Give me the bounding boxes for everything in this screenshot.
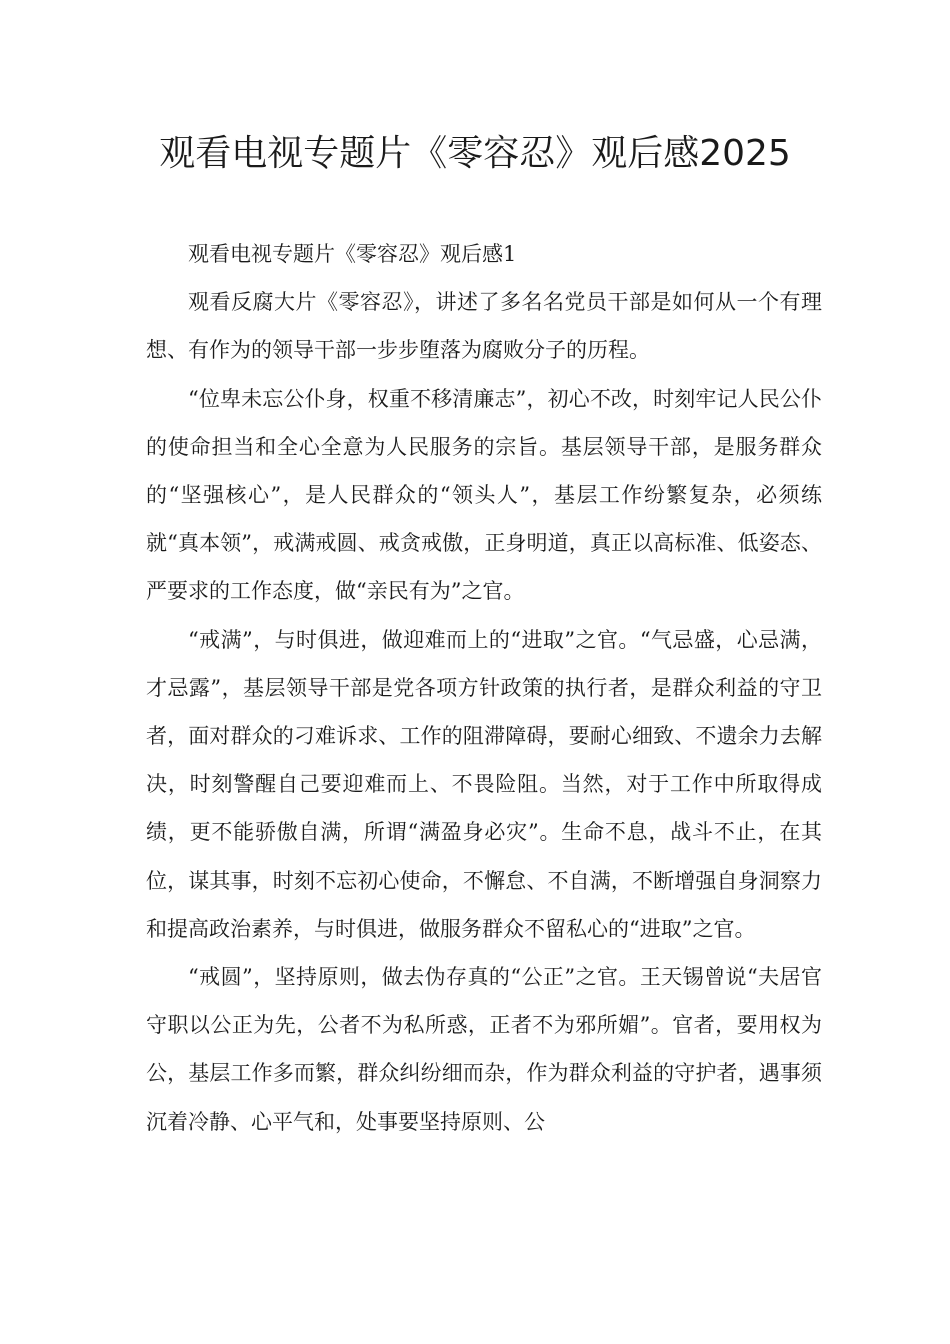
- paragraph-1: 观看反腐大片《零容忍》，讲述了多名名党员干部是如何从一个有理想、有作为的领导干部一步步堕落为腐败分子的历程。: [146, 290, 822, 363]
- paragraph-2: “位卑未忘公仆身，权重不移清廉志”，初心不改，时刻牢记人民公仆的使命担当和全心全意为人民服务的宗旨。基层领导干部，是服务群众的“坚强核心”，是人民群众的“领头人”，基层工作纷繁复杂，必须练就“真本领”，戒满戒圆、戒贪戒傲，正身明道，真正以高标准、低姿态、严要求的工作态度，做“亲民有为”之官。: [146, 386, 822, 604]
- document-body: [146, 230, 822, 1146]
- document-title: 观看电视专题片《零容忍》观后感2025: [159, 133, 791, 174]
- paragraph-4: “戒圆”，坚持原则，做去伪存真的“公正”之官。王天锡曾说“夫居官守职以公正为先，公者不为私所惑，正者不为邪所媚”。官者，要用权为公，基层工作多而繁，群众纠纷细而杂，作为群众利益的守护者，遇事须沉着冷静、心平气和，处事要坚持原则、公: [146, 965, 822, 1134]
- section-subtitle: 观看电视专题片《零容忍》观后感1: [188, 242, 517, 266]
- paragraph-3: “戒满”，与时俱进，做迎难而上的“进取”之官。“气忌盛，心忌满，才忌露”，基层领导干部是党各项方针政策的执行者，是群众利益的守卫者，面对群众的刁难诉求、工作的阻滞障碍，要耐心细致、不遗余力去解决，时刻警醒自己要迎难而上、不畏险阻。当然，对于工作中所取得成绩，更不能骄傲自满，所谓“满盈身必灾”。生命不息，战斗不止，在其位，谋其事，时刻不忘初心使命，不懈怠、不自满，不断增强自身洞察力和提高政治素养，与时俱进，做服务群众不留私心的“进取”之官。: [146, 627, 822, 941]
